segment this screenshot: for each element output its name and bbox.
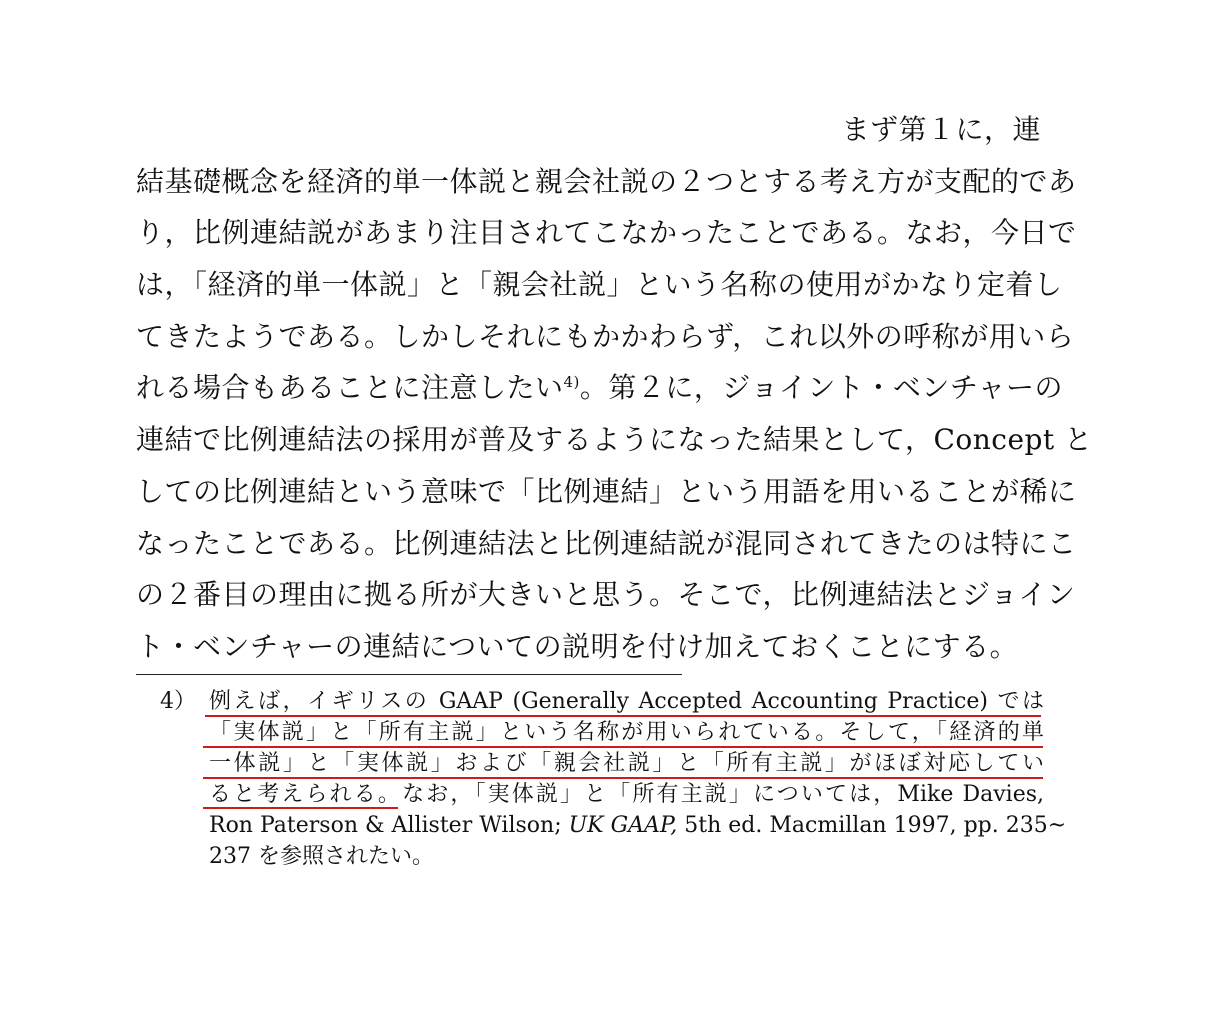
body-line-4: は，「経済的単一体説」と「親会社説」という名称の使用がかなり定着し — [136, 268, 1063, 302]
citation-details: 5th ed. Macmillan 1997, pp. 235~ — [677, 813, 1067, 838]
body-line-6 — [136, 362, 1064, 414]
footnote-line-5 — [209, 810, 1067, 841]
red-underline-2 — [203, 746, 1043, 748]
red-underline-1 — [205, 715, 1041, 717]
citation-authors: Ron Paterson & Allister Wilson; — [209, 813, 569, 838]
footnote-line-2: 「実体説」と「所有主説」という名称が用いられている。そして，「経済的単 — [209, 720, 1044, 745]
body-line-6-head: れる場合もあることに注意したい — [136, 371, 564, 405]
body-line-11: ト・ベンチャーの連結についての説明を付け加えておくことにする。 — [136, 629, 1019, 663]
body-line-7: 連結で比例連結法の採用が普及するようになった結果として，Concept と — [136, 423, 1093, 457]
footnote-separator — [136, 674, 682, 675]
body-line-5: てきたようである。しかしそれにもかかわらず，これ以外の呼称が用いら — [136, 319, 1075, 353]
footnote-line-6: 237 を参照されたい。 — [209, 844, 434, 869]
footnote-line-4: ると考えられる。なお，「実体説」と「所有主説」については，Mike Davies, — [209, 782, 1044, 807]
footnote-line-1: 例えば，イギリスの GAAP (Generally Accepted Accounting Practice) では — [209, 689, 1044, 714]
main-body-text — [136, 104, 1093, 673]
body-line-8: しての比例連結という意味で「比例連結」という用語を用いることが稀に — [136, 474, 1077, 508]
footnote-text — [209, 686, 1067, 872]
body-line-6-tail: 。第２に，ジョイント・ベンチャーの — [579, 371, 1064, 405]
body-line-1: まず第１に，連 — [841, 113, 1041, 146]
body-line-9: なったことである。比例連結法と比例連結説が混同されてきたのは特にこ — [136, 526, 1077, 560]
footnote-number: 4） — [160, 689, 196, 714]
citation-title: UK GAAP, — [568, 813, 678, 838]
red-underline-3 — [203, 777, 1043, 779]
body-line-2: 結基礎概念を経済的単一体説と親会社説の２つとする考え方が支配的であ — [136, 164, 1077, 198]
footnote-reference: 4) — [563, 373, 580, 392]
red-underline-4 — [203, 807, 398, 809]
footnote-line-3: 一体説」と「実体説」および「親会社説」と「所有主説」がほぼ対応してい — [209, 751, 1044, 776]
body-line-3: り，比例連結説があまり注目されてこなかったことである。なお，今日で — [136, 216, 1077, 250]
body-line-10: の２番目の理由に拠る所が大きいと思う。そこで，比例連結法とジョイン — [136, 578, 1076, 612]
